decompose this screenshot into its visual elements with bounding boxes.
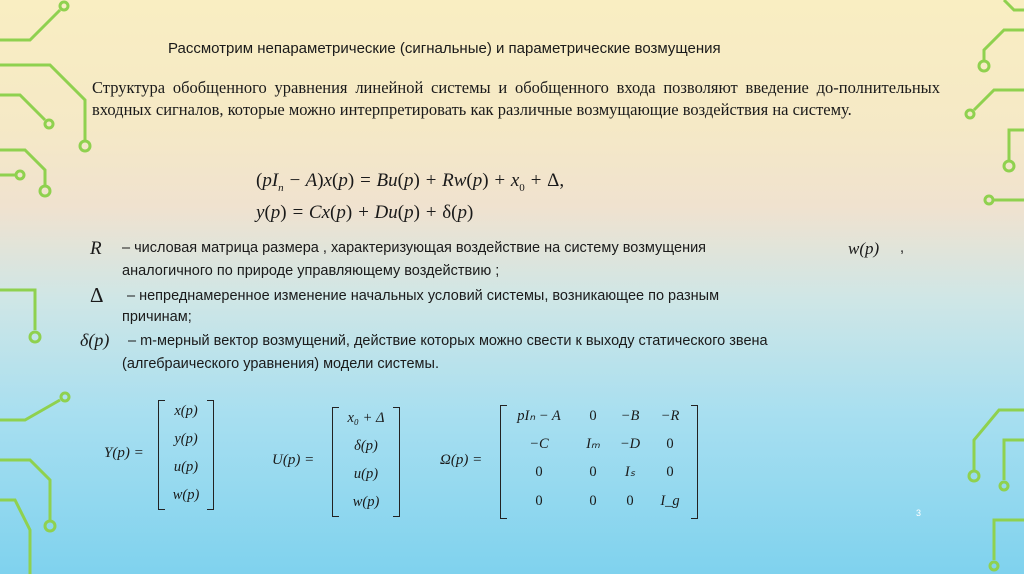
symbol-small-delta: δ(p) bbox=[80, 330, 110, 350]
bullet-small-delta-line2: (алгебраического уравнения) модели системы. bbox=[122, 356, 439, 372]
matrix-U-entry: u(p) bbox=[353, 466, 379, 482]
matrix-Y-entry: w(p) bbox=[172, 487, 200, 503]
bullet-small-delta-line1: – m-мерный вектор возмущений, действие которых можно свести к выходу статического звена bbox=[128, 333, 768, 349]
matrix-Y-label: Y(p) = bbox=[104, 445, 144, 461]
equation-output: y(p) = Cx(p) + Du(p) + δ(p) bbox=[256, 202, 474, 223]
matrix-Omega-cell: 0 bbox=[535, 493, 543, 509]
matrix-Y-bracket-right bbox=[207, 400, 214, 510]
bullet-R-line1: – числовая матрица размера , характеризующая воздействие на систему возмущения bbox=[122, 240, 707, 256]
symbol-delta: Δ bbox=[90, 283, 104, 307]
page-number: 3 bbox=[916, 508, 922, 518]
circuit-decoration-right bbox=[934, 0, 1024, 574]
symbol-w-inline: w(p) bbox=[848, 239, 880, 258]
matrix-U-entry: w(p) bbox=[352, 494, 380, 510]
bullet-R-line2: аналогичного по природе управляющему воздействию ; bbox=[122, 263, 500, 279]
bullet-R-line1-tail: , bbox=[900, 240, 905, 256]
symbol-R: R bbox=[90, 238, 102, 259]
matrix-Omega-cell: −D bbox=[619, 436, 641, 452]
matrix-Y-entry: x(p) bbox=[174, 403, 198, 419]
slide-title: Рассмотрим непараметрические (сигнальные) и параметрические возмущения bbox=[168, 40, 721, 57]
matrix-Omega-cell: Iₘ bbox=[586, 436, 600, 452]
matrix-Omega-cell: 0 bbox=[666, 464, 674, 480]
matrix-Omega-cell: pIₙ − A bbox=[517, 408, 561, 424]
matrix-U-entry: x₀ + Δ bbox=[347, 410, 385, 426]
matrix-Omega-cell: 0 bbox=[589, 493, 597, 509]
matrix-Y-entry: y(p) bbox=[174, 431, 198, 447]
matrix-U-entry: δ(p) bbox=[354, 438, 378, 454]
bullet-delta-line1: – непреднамеренное изменение начальных условий системы, возникающее по разным bbox=[127, 288, 720, 304]
circuit-decoration-left bbox=[0, 0, 95, 574]
matrix-Omega-cell: −R bbox=[660, 408, 680, 424]
matrix-Omega-cell: I_g bbox=[660, 493, 680, 509]
matrix-Omega-label: Ω(p) = bbox=[440, 452, 483, 468]
matrix-U-label: U(p) = bbox=[272, 452, 315, 468]
matrix-Omega-cell: −C bbox=[529, 436, 549, 452]
intro-paragraph: Структура обобщенного уравнения линейной системы и обобщенного входа позволяют введение до-полнительных входных сигналов, которые можно интерпретировать как различные возмущающие воздействия на систему. bbox=[92, 78, 940, 119]
equation-state: $(pI_n - A)x(p) = Bu(p) + Rw(p) + x_0 + \Delta$, bbox=[256, 170, 565, 194]
matrix-Omega-cell: 0 bbox=[589, 464, 597, 480]
matrix-Omega-cell: 0 bbox=[666, 436, 674, 452]
matrix-Omega-cell: 0 bbox=[535, 464, 543, 480]
matrix-Omega-cell: −B bbox=[620, 408, 640, 424]
bullet-delta-line2: причинам; bbox=[122, 309, 192, 325]
matrix-Y-entry: u(p) bbox=[173, 459, 199, 475]
matrix-Omega-cell: 0 bbox=[626, 493, 634, 509]
matrix-Omega-bracket-right bbox=[691, 405, 698, 519]
matrix-Omega-cell: Iₛ bbox=[624, 464, 636, 480]
matrix-Omega-cell: 0 bbox=[589, 408, 597, 424]
